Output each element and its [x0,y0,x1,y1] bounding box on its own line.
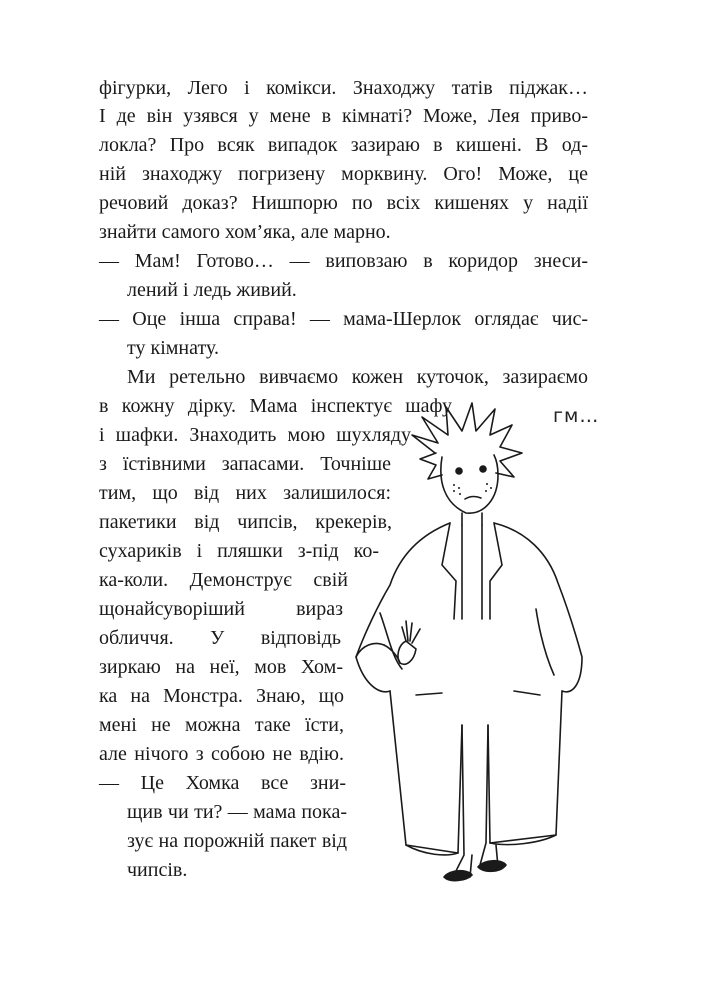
text-line-4: ній знаходжу погризену морквину. Ого! Може, це [99,163,588,185]
text-line-22: ка на Монстра. Знаю, що [99,685,344,707]
text-line-21: зиркаю на неї, мов Хом- [99,656,343,678]
text-line-1: фігурки, Лего і комікси. Знаходжу татів піджак… [99,77,588,99]
text-line-6: знайти самого хом’яка, але марно. [99,221,391,243]
text-line-9: — Оце інша справа! — мама-Шерлок оглядає чис- [99,308,588,330]
text-line-20: обличчя. У відповідь [99,627,341,649]
text-line-11: Ми ретельно вивчаємо кожен куточок, зазираємо [127,366,588,388]
text-line-8: лений і ледь живий. [127,279,297,301]
text-line-19: щонайсуворіший вираз [99,598,343,620]
text-line-25: — Це Хомка все зни- [99,772,346,794]
text-line-5: речовий доказ? Нишпорю по всіх кишенях у надії [99,192,588,214]
text-line-14: з їстівними запасами. Точніше [99,453,391,475]
text-line-12: в кожну дірку. Мама інспектує шафу [99,395,452,417]
text-line-7: — Мам! Готово… — виповзаю в коридор знеси- [99,250,588,272]
text-line-18: ка-коли. Демонструє свій [99,569,348,591]
text-line-17: сухариків і пляшки з-під ко- [99,540,379,562]
text-line-16: пакетики від чипсів, крекерів, [99,511,392,533]
text-line-28: чипсів. [127,859,188,881]
boy-in-coat-illustration [350,395,620,905]
text-line-27: зує на порожній пакет від [127,830,347,852]
speech-text-hm: гм… [553,405,600,427]
text-line-23: мені не можна таке їсти, [99,714,344,736]
text-line-26: щив чи ти? — мама пока- [127,801,347,823]
text-line-10: ту кімнату. [127,337,219,359]
text-line-2: І де він узявся у мене в кімнаті? Може, Лея приво- [99,105,588,127]
text-line-13: і шафки. Знаходить мою шухляду [99,424,411,446]
text-line-15: тим, що від них залишилося: [99,482,391,504]
text-line-24: але нічого з собою не вдію. [99,743,344,765]
text-line-3: локла? Про всяк випадок зазираю в кишені. В од- [99,134,588,156]
